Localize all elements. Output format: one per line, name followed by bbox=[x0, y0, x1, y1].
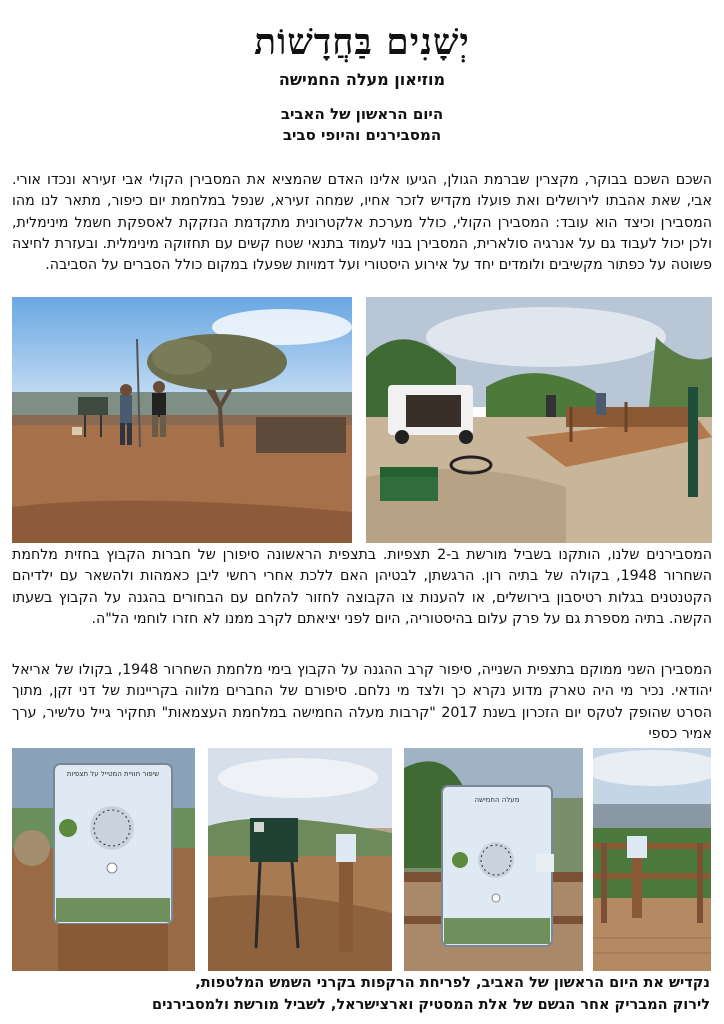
photo-audio-guide-panel-1 bbox=[12, 748, 195, 971]
article-paragraph-3: המסבירן השני ממוקם בתצפית השנייה, סיפור קרב ההגנה על הקבוץ בימי מלחמת השחרור 1948, בקולו של אריאל יהודאי. נכיר מי היה טארק מדוע נקרא כך ולצד מי נלחם. סיפורם של החברים מלווה בקריינות של דני זקן, מתוך הסרט שהופק לטקס יום הזכרון בשנת 2017 "קרבות מעלה החמישה במלחמת העצמאות" תחקיר גייל טלשיר, ערך אמיר כספי bbox=[12, 662, 712, 742]
photo-van-and-deck bbox=[366, 297, 712, 543]
photo-audio-guide-panel-2 bbox=[404, 748, 583, 971]
newsletter-title: יְשָׁנִים בַּחֲדָשׁוֹת bbox=[254, 21, 470, 63]
closing-caption bbox=[14, 972, 710, 1016]
headline-line-1: היום הראשון של האביב bbox=[280, 105, 444, 123]
article-paragraph-1: השכם השכם בבוקר, מקצרין שברמת הגולן, הגיעו אלינו האדם שהמציא את המסבירן הקולי אבי זעירא ונכדו אורי. אבי, שאת אהבתו לירושלים ואת פועלו מקדיש לזכר אחיו, שמחה זעירא, שנפל במלחמת יום כיפור, מתאר לנו מהו המסבירן וכיצד הוא עובד: המסבירן הקולי, כולל מערכת אלקטרונית מתקדמת הנזקקת לאספקת חשמל מינימלית, ולכן יכול לעבוד גם על אנרגיה סולארית, המסבירן בנוי לעמוד בתנאי שטח קשים עם תחזוקה מינימלית. ובעזרת לחיצה פשוטה על כפתור מקשיבים ולומדים יחד על אירוע היסטורי ועל דמויות שפעלו במקום כולל הסברים על הסביבה. bbox=[12, 172, 712, 274]
caption-line-2: לירוק המבריק אחר הגשם של אלת המסטיק וארצישראל, לשביל מורשת ולמסבירנים bbox=[152, 997, 710, 1013]
panel-2-text: מעלה החמישה bbox=[474, 796, 520, 804]
photo-sign-posts bbox=[208, 748, 392, 971]
headline-line-2: המסבירנים והיופי סביב bbox=[282, 126, 442, 144]
photo-deck-railing bbox=[593, 748, 711, 971]
photo-installers-with-tree bbox=[12, 297, 352, 543]
panel-1-text: שיפור חוויית המטייל על תצפיות bbox=[66, 770, 160, 778]
article-paragraph-2: המסבירנים שלנו, הותקנו בשביל מורשת ב-2 תצפיות. בתצפית הראשונה סיפורן של חברות הקבוץ בחזית מלחמת השחרור 1948, בקולה של בתיה רון. הרגשתן, לבטיהן האם ללכת אחרי רחשי ליבן כאמהות ולהשאר עם ילדיהם הקטנטנים בגלות רטיסבון בירושלים, או להענות צו הקבוצה לחזור להלחם עם הבחורים בהגנה על הקבוץ בשעתו הקשה. בתיה מספרת גם על פרק עלום בהיסטוריה, היום לפני יציאתם לקרב ממנו לא חזרו לוחמי הל"ה. bbox=[12, 547, 712, 627]
museum-name: מוזיאון מעלה החמישה bbox=[278, 70, 446, 89]
caption-line-1: נקדיש את היום הראשון של האביב, לפריחת הרקפות בקרני השמש המלטפות, bbox=[195, 975, 710, 991]
